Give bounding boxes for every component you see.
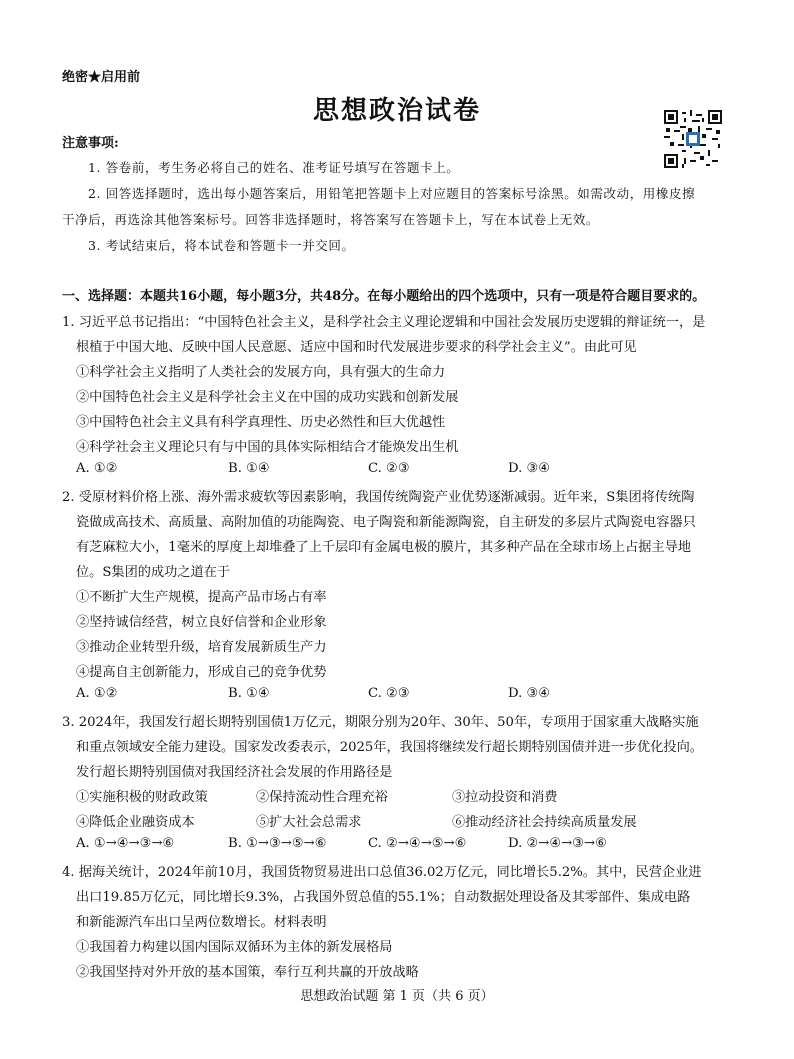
question-3-option-a[interactable]: A. ①→④→③→⑥ (76, 836, 175, 851)
question-3-option-c[interactable]: C. ②→④→⑤→⑥ (368, 836, 467, 851)
note-line: 干净后，再选涂其他答案标号。回答非选择题时，将答案写在答题卡上，写在本试卷上无效。 (62, 212, 600, 227)
question-3-item: ③拉动投资和消费 (452, 790, 558, 805)
question-2-option-b[interactable]: B. ①④ (228, 686, 270, 701)
question-1-item: ①科学社会主义指明了人类社会的发展方向，具有强大的生命力 (76, 365, 446, 380)
note-line: 2. 回答选择题时，选出每小题答案后，用铅笔把答题卡上对应题目的答案标号涂黑。如需改动，用橡皮擦 (88, 186, 696, 201)
question-3-item: ②保持流动性合理充裕 (256, 790, 388, 805)
page-footer: 思想政治试题 第 1 页（共 6 页） (300, 989, 494, 1004)
question-3-option-d[interactable]: D. ②→④→③→⑥ (508, 836, 607, 851)
question-4-item: ②我国坚持对外开放的基本国策，奉行互利共赢的开放战略 (76, 965, 419, 980)
question-2-item: ②坚持诚信经营，树立良好信誉和企业形象 (76, 615, 327, 630)
question-2-item: ④提高自主创新能力，形成自己的竞争优势 (76, 665, 327, 680)
question-1-option-c[interactable]: C. ②③ (368, 461, 410, 476)
question-2-option-a[interactable]: A. ①② (76, 686, 118, 701)
question-2-option-d[interactable]: D. ③④ (508, 686, 551, 701)
section-heading: 一、选择题：本题共16小题，每小题3分，共48分。在每小题给出的四个选项中，只有一项是符合题目要求的。 (62, 289, 706, 304)
question-3-item: ④降低企业融资成本 (76, 815, 195, 830)
question-1-option-d[interactable]: D. ③④ (508, 461, 551, 476)
secret-label: 绝密★启用前 (62, 70, 141, 85)
question-1-item: ④科学社会主义理论只有与中国的具体实际相结合才能焕发出生机 (76, 440, 459, 455)
page-title: 思想政治试卷 (312, 96, 481, 126)
question-4-stem: 和新能源汽车出口呈两位数增长。材料表明 (76, 915, 327, 930)
question-3-item: ⑥推动经济社会持续高质量发展 (452, 815, 637, 830)
question-1-option-b[interactable]: B. ①④ (228, 461, 270, 476)
question-4-stem: 4. 据海关统计，2024年前10月，我国货物贸易进出口总值36.02万亿元，同比增长5.2%。其中，民营企业进 (62, 865, 702, 880)
question-2-stem: 位。S集团的成功之道在于 (76, 565, 231, 580)
question-4-item: ①我国着力构建以国内国际双循环为主体的新发展格局 (76, 940, 393, 955)
question-3-item: ①实施积极的财政政策 (76, 790, 208, 805)
question-3-item: ⑤扩大社会总需求 (256, 815, 362, 830)
question-2-stem: 有芝麻粒大小，1毫米的厚度上却堆叠了上千层印有金属电极的膜片，其多种产品在全球市场上占据主导地 (76, 540, 692, 555)
question-4-stem: 出口19.85万亿元，同比增长9.3%，占我国外贸总值的55.1%；自动数据处理设备及其零部件、集成电路 (76, 890, 691, 905)
question-2-option-c[interactable]: C. ②③ (368, 686, 410, 701)
note-line: 3. 考试结束后，将本试卷和答题卡一并交回。 (88, 238, 355, 253)
question-3-option-b[interactable]: B. ①→③→⑤→⑥ (228, 836, 327, 851)
question-1-option-a[interactable]: A. ①② (76, 461, 118, 476)
question-3-stem: 3. 2024年，我国发行超长期特别国债1万亿元，期限分别为20年、30年、50年，专项用于国家重大战略实施 (62, 715, 699, 730)
question-1-stem: 1. 习近平总书记指出：“中国特色社会主义，是科学社会主义理论逻辑和中国社会发展历史逻辑的辩证统一，是 (62, 315, 706, 330)
question-1-item: ②中国特色社会主义是科学社会主义在中国的成功实践和创新发展 (76, 390, 459, 405)
note-line: 1. 答卷前，考生务必将自己的姓名、准考证号填写在答题卡上。 (88, 160, 460, 175)
question-1-item: ③中国特色社会主义具有科学真理性、历史必然性和巨大优越性 (76, 415, 446, 430)
notes-heading: 注意事项: (62, 136, 119, 151)
question-2-item: ①不断扩大生产规模，提高产品市场占有率 (76, 590, 327, 605)
question-2-stem: 2. 受原材料价格上涨、海外需求疲软等因素影响，我国传统陶瓷产业优势逐渐减弱。近年来，S集团将传统陶 (62, 490, 695, 505)
question-1-stem: 根植于中国大地、反映中国人民意愿、适应中国和时代发展进步要求的科学社会主义”。由此可见 (76, 340, 637, 355)
qr-code (664, 110, 722, 168)
question-3-stem: 发行超长期特别国债对我国经济社会发展的作用路径是 (76, 765, 393, 780)
question-2-item: ③推动企业转型升级，培育发展新质生产力 (76, 640, 327, 655)
question-3-stem: 和重点领域安全能力建设。国家发改委表示，2025年，我国将继续发行超长期特别国债并进一步优化投向。 (76, 740, 703, 755)
question-2-stem: 瓷做成高技术、高质量、高附加值的功能陶瓷、电子陶瓷和新能源陶瓷，自主研发的多层片式陶瓷电容器只 (76, 515, 696, 530)
